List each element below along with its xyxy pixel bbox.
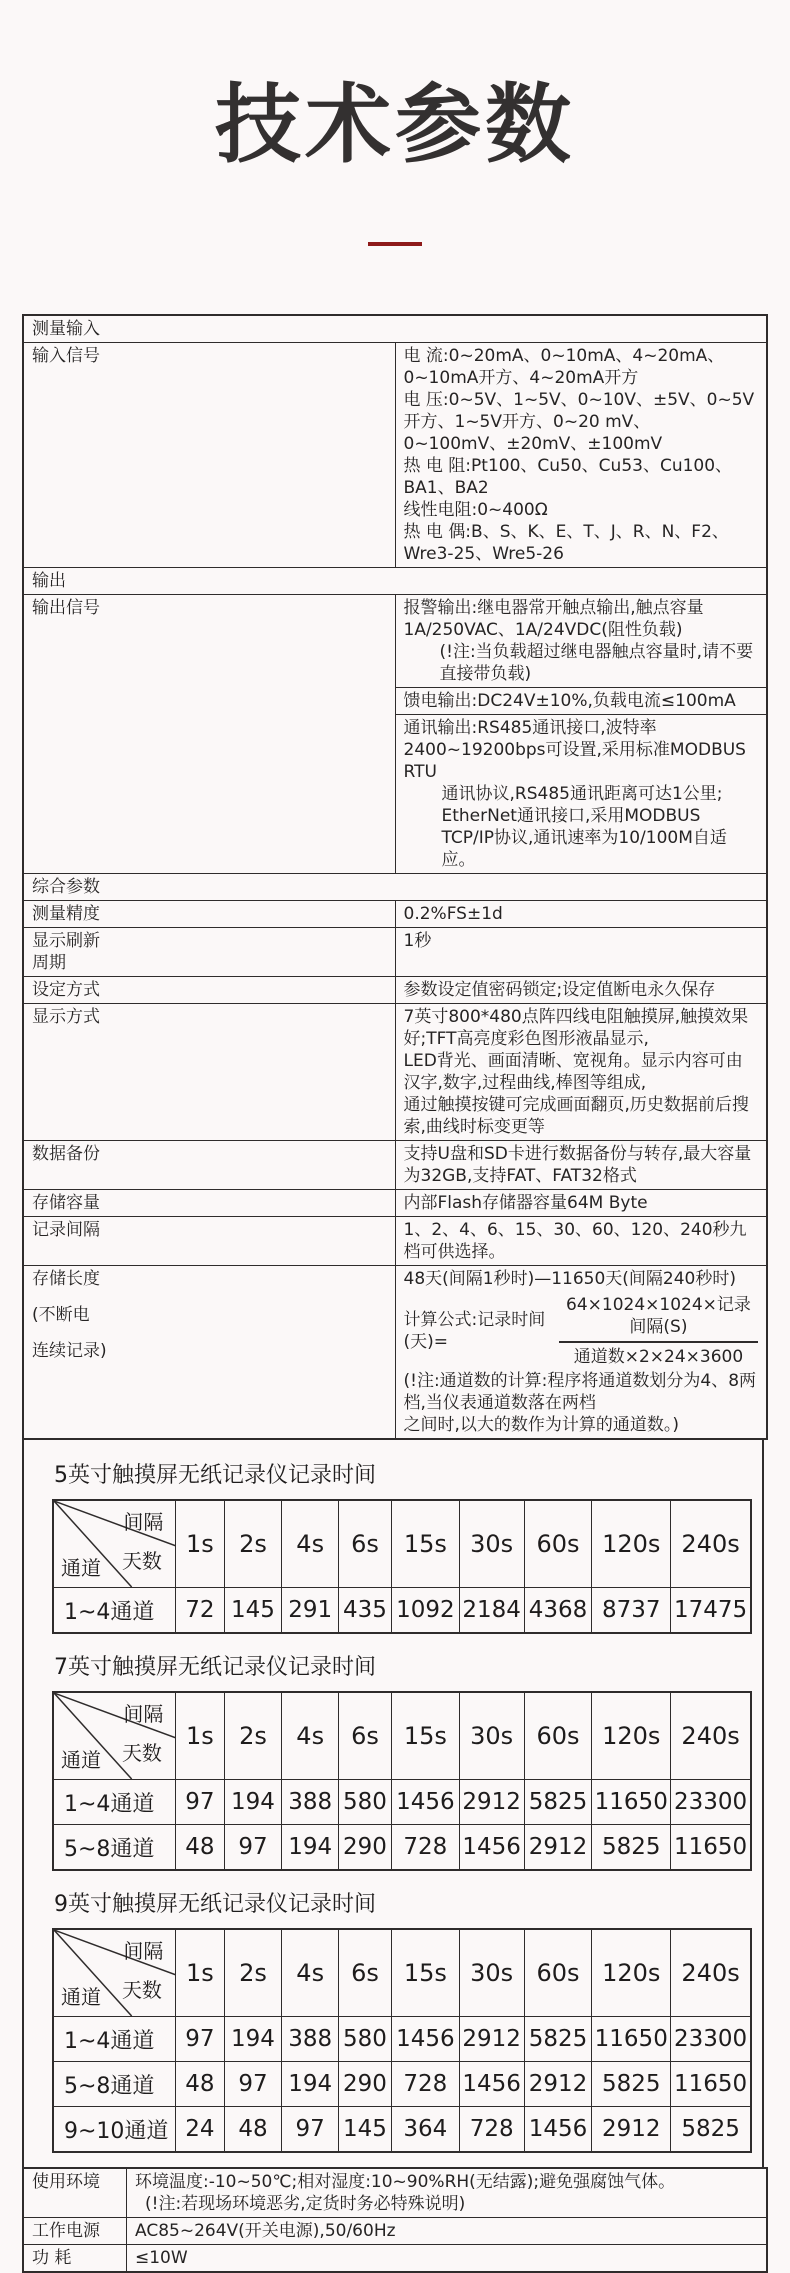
spec-row-refresh — [23, 928, 767, 977]
record-header-row — [53, 1692, 751, 1780]
row-label: 显示方式 — [23, 1004, 395, 1141]
env-row-environment — [23, 2168, 767, 2218]
days-value: 194 — [224, 2017, 282, 2062]
formula-denominator: 通道数×2×24×3600 — [573, 1347, 744, 1367]
days-value: 728 — [392, 2062, 460, 2107]
interval-header: 1s — [176, 1500, 224, 1588]
interval-header: 6s — [338, 1692, 391, 1780]
storage-note: (!注:通道数的计算:程序将通道数划分为4、8两档,当仪表通道数落在两档 — [403, 1371, 757, 1413]
input-signal-line: 线性电阻:0~400Ω — [403, 500, 548, 520]
days-value: 97 — [224, 1825, 282, 1871]
days-value: 1456 — [392, 1780, 460, 1825]
interval-header: 15s — [392, 1500, 460, 1588]
section-label: 输出 — [23, 568, 767, 595]
interval-header: 1s — [176, 1929, 224, 2017]
alarm-output-note: (!注:当负载超过继电器触点容量时,请不要直接带负载) — [439, 642, 754, 684]
record-table-9inch — [52, 1928, 752, 2153]
interval-header: 120s — [592, 1929, 671, 2017]
row-content — [127, 2168, 768, 2218]
interval-header: 30s — [459, 1500, 524, 1588]
interval-header: 30s — [459, 1929, 524, 2017]
interval-header: 2s — [224, 1500, 282, 1588]
interval-header: 2s — [224, 1929, 282, 2017]
diagonal-header-cell — [53, 1692, 176, 1780]
row-content: 1、2、4、6、15、30、60、120、240秒九档可供选择。 — [395, 1217, 767, 1266]
row-content: 参数设定值密码锁定;设定值断电永久保存 — [395, 977, 767, 1004]
input-signal-line: 电 压:0~5V、1~5V、0~10V、±5V、0~5V开方、1~5V开方、0~20 mV、 — [403, 390, 755, 432]
days-value: 97 — [176, 2017, 224, 2062]
channel-row-label: 5~8通道 — [53, 1825, 176, 1871]
days-value: 388 — [282, 1780, 339, 1825]
row-content — [395, 1266, 767, 1440]
interval-header: 240s — [671, 1692, 751, 1780]
days-value: 364 — [392, 2107, 460, 2153]
record-table-title-7inch: 7英寸触摸屏无纸记录仪记录时间 — [54, 1655, 376, 1680]
row-content: 1秒 — [395, 928, 767, 977]
diag-label-interval: 间隔 — [123, 1702, 164, 1726]
interval-header: 240s — [671, 1929, 751, 2017]
input-signal-line: 0~100mV、±20mV、±100mV — [403, 434, 663, 454]
storage-note: 之间时,以大的数作为计算的通道数。) — [403, 1415, 680, 1435]
env-table — [22, 2167, 768, 2273]
record-table-5inch — [52, 1499, 752, 1634]
days-value: 97 — [176, 1780, 224, 1825]
row-label: 存储长度 (不断电 连续记录) — [23, 1266, 395, 1440]
record-table-title-9inch: 9英寸触摸屏无纸记录仪记录时间 — [54, 1892, 376, 1917]
days-value: 2912 — [459, 2017, 524, 2062]
formula-prefix: 计算公式:记录时间(天)= — [403, 1310, 546, 1352]
days-value: 145 — [338, 2107, 391, 2153]
row-content — [395, 1004, 767, 1141]
record-data-row — [53, 2062, 751, 2107]
input-signal-line: 热 电 阻:Pt100、Cu50、Cu53、Cu100、BA1、BA2 — [403, 456, 733, 498]
days-value: 1456 — [459, 2062, 524, 2107]
row-label: 存储容量 — [23, 1190, 395, 1217]
interval-header: 6s — [338, 1929, 391, 2017]
days-value: 1092 — [392, 1588, 460, 1634]
input-signal-line: 热 电 偶:B、S、K、E、T、J、R、N、F2、Wre3-25、Wre5-26 — [403, 522, 729, 564]
red-divider — [368, 242, 422, 246]
days-value: 1456 — [459, 1825, 524, 1871]
diag-label-channel: 通道 — [61, 1985, 101, 2009]
spec-row-interval — [23, 1217, 767, 1266]
interval-header: 240s — [671, 1500, 751, 1588]
days-value: 1456 — [524, 2107, 592, 2153]
row-label: 记录间隔 — [23, 1217, 395, 1266]
diag-label-days: 天数 — [121, 1741, 162, 1765]
interval-header: 15s — [392, 1929, 460, 2017]
days-value: 2912 — [459, 1780, 524, 1825]
record-header-row — [53, 1500, 751, 1588]
spec-row-accuracy — [23, 901, 767, 928]
record-tables-box — [22, 1438, 764, 2169]
input-signal-line: 电 流:0~20mA、0~10mA、4~20mA、0~10mA开方、4~20mA开方 — [403, 346, 725, 388]
record-table-7inch — [52, 1691, 752, 1871]
spec-table — [22, 314, 768, 1440]
channel-row-label: 1~4通道 — [53, 2017, 176, 2062]
days-value: 194 — [282, 1825, 339, 1871]
spec-row-storage-length — [23, 1266, 767, 1440]
diagonal-header-cell — [53, 1929, 176, 2017]
days-value: 11650 — [592, 2017, 671, 2062]
channel-row-label: 9~10通道 — [53, 2107, 176, 2153]
row-content: 内部Flash存储器容量64M Byte — [395, 1190, 767, 1217]
row-content: AC85~264V(开关电源),50/60Hz — [127, 2218, 768, 2245]
days-value: 4368 — [524, 1588, 592, 1634]
row-label: 设定方式 — [23, 977, 395, 1004]
days-value: 291 — [282, 1588, 339, 1634]
days-value: 72 — [176, 1588, 224, 1634]
diag-label-days: 天数 — [121, 1549, 162, 1573]
spec-row-backup — [23, 1141, 767, 1190]
days-value: 194 — [282, 2062, 339, 2107]
days-value: 435 — [338, 1588, 391, 1634]
env-note: (!注:若现场环境恶劣,定货时务必特殊说明) — [145, 2194, 466, 2214]
row-content — [395, 715, 767, 874]
row-label: 功 耗 — [23, 2245, 127, 2273]
days-value: 11650 — [671, 2062, 751, 2107]
days-value: 2912 — [592, 2107, 671, 2153]
days-value: 11650 — [592, 1780, 671, 1825]
diag-label-channel: 通道 — [61, 1748, 101, 1772]
days-value: 388 — [282, 2017, 339, 2062]
page-title: 技术参数 — [215, 75, 575, 175]
row-content — [395, 688, 767, 715]
row-content: 0.2%FS±1d — [395, 901, 767, 928]
spec-row-setting — [23, 977, 767, 1004]
spec-section-measure-input — [23, 315, 767, 343]
formula-fraction — [559, 1294, 758, 1368]
alarm-output-line: 报警输出:继电器常开触点输出,触点容量1A/250VAC、1A/24VDC(阻性负载) — [403, 598, 704, 640]
row-label: 数据备份 — [23, 1141, 395, 1190]
interval-header: 2s — [224, 1692, 282, 1780]
interval-header: 60s — [524, 1692, 592, 1780]
env-line: 环境温度:-10~50℃;相对湿度:10~90%RH(无结露);避免强腐蚀气体。 — [135, 2172, 676, 2192]
channel-row-label: 5~8通道 — [53, 2062, 176, 2107]
days-value: 145 — [224, 1588, 282, 1634]
interval-header: 1s — [176, 1692, 224, 1780]
days-value: 11650 — [671, 1825, 751, 1871]
spec-row-output-signal-alarm — [23, 595, 767, 688]
env-row-consumption — [23, 2245, 767, 2273]
display-line: LED背光、画面清晰、宽视角。显示内容可由汉字,数字,过程曲线,棒图等组成, — [403, 1051, 743, 1093]
feed-output-line: 馈电输出:DC24V±10%,负载电流≤100mA — [403, 691, 736, 711]
interval-header: 4s — [282, 1500, 339, 1588]
days-value: 5825 — [592, 2062, 671, 2107]
days-value: 290 — [338, 1825, 391, 1871]
spec-section-general — [23, 874, 767, 901]
record-data-row — [53, 1780, 751, 1825]
record-data-row — [53, 2107, 751, 2153]
storage-formula — [404, 1294, 759, 1368]
comm-output-line: 通讯输出:RS485通讯接口,波特率2400~19200bps可设置,采用标准MODBUS RTU — [403, 718, 746, 782]
days-value: 580 — [338, 1780, 391, 1825]
interval-header: 15s — [392, 1692, 460, 1780]
row-label: 工作电源 — [23, 2218, 127, 2245]
channel-row-label: 1~4通道 — [53, 1588, 176, 1634]
days-value: 580 — [338, 2017, 391, 2062]
days-value: 97 — [282, 2107, 339, 2153]
display-line: 7英寸800*480点阵四线电阻触摸屏,触摸效果好;TFT高亮度彩色图形液晶显示, — [403, 1007, 749, 1049]
spec-row-display — [23, 1004, 767, 1141]
row-label: 输入信号 — [23, 343, 395, 568]
diag-label-days: 天数 — [121, 1978, 162, 2002]
record-data-row — [53, 2017, 751, 2062]
interval-header: 60s — [524, 1929, 592, 2017]
section-label: 综合参数 — [23, 874, 767, 901]
display-line: 通过触摸按键可完成画面翻页,历史数据前后搜索,曲线时标变更等 — [403, 1095, 749, 1137]
days-value: 290 — [338, 2062, 391, 2107]
comm-output-line: EtherNet通讯接口,采用MODBUS TCP/IP协议,通讯速率为10/100M自适应。 — [441, 806, 727, 870]
record-data-row — [53, 1588, 751, 1634]
record-table-title-5inch: 5英寸触摸屏无纸记录仪记录时间 — [54, 1463, 376, 1488]
days-value: 5825 — [524, 1780, 592, 1825]
row-label: 测量精度 — [23, 901, 395, 928]
days-value: 17475 — [671, 1588, 751, 1634]
storage-range: 48天(间隔1秒时)—11650天(间隔240秒时) — [403, 1269, 737, 1289]
interval-header: 30s — [459, 1692, 524, 1780]
days-value: 97 — [224, 2062, 282, 2107]
diagonal-header-cell — [53, 1500, 176, 1588]
row-content — [395, 595, 767, 688]
days-value: 48 — [176, 2062, 224, 2107]
row-content: 支持U盘和SD卡进行数据备份与转存,最大容量为32GB,支持FAT、FAT32格式 — [395, 1141, 767, 1190]
channel-row-label: 1~4通道 — [53, 1780, 176, 1825]
interval-header: 4s — [282, 1692, 339, 1780]
days-value: 5825 — [524, 2017, 592, 2062]
formula-numerator: 64×1024×1024×记录间隔(S) — [559, 1294, 758, 1343]
interval-header: 6s — [338, 1500, 391, 1588]
days-value: 1456 — [392, 2017, 460, 2062]
interval-header: 60s — [524, 1500, 592, 1588]
record-header-row — [53, 1929, 751, 2017]
days-value: 728 — [392, 1825, 460, 1871]
row-content — [395, 343, 767, 568]
row-label: 使用环境 — [23, 2168, 127, 2218]
env-row-power — [23, 2218, 767, 2245]
interval-header: 120s — [592, 1500, 671, 1588]
spec-row-capacity — [23, 1190, 767, 1217]
days-value: 728 — [459, 2107, 524, 2153]
days-value: 2912 — [524, 1825, 592, 1871]
days-value: 2184 — [459, 1588, 524, 1634]
days-value: 24 — [176, 2107, 224, 2153]
row-label: 显示刷新 周期 — [23, 928, 395, 977]
spec-section-output — [23, 568, 767, 595]
days-value: 5825 — [671, 2107, 751, 2153]
days-value: 5825 — [592, 1825, 671, 1871]
days-value: 23300 — [671, 1780, 751, 1825]
row-content: ≤10W — [127, 2245, 768, 2273]
comm-output-line: 通讯协议,RS485通讯距离可达1公里; — [441, 784, 723, 804]
diag-label-interval: 间隔 — [123, 1939, 164, 1963]
record-data-row — [53, 1825, 751, 1871]
interval-header: 120s — [592, 1692, 671, 1780]
days-value: 194 — [224, 1780, 282, 1825]
days-value: 48 — [176, 1825, 224, 1871]
days-value: 23300 — [671, 2017, 751, 2062]
interval-header: 4s — [282, 1929, 339, 2017]
row-label: 输出信号 — [23, 595, 395, 874]
spec-row-input-signal — [23, 343, 767, 568]
diag-label-interval: 间隔 — [123, 1510, 164, 1534]
days-value: 2912 — [524, 2062, 592, 2107]
section-label: 测量输入 — [23, 315, 767, 343]
days-value: 48 — [224, 2107, 282, 2153]
diag-label-channel: 通道 — [61, 1556, 101, 1580]
days-value: 8737 — [592, 1588, 671, 1634]
